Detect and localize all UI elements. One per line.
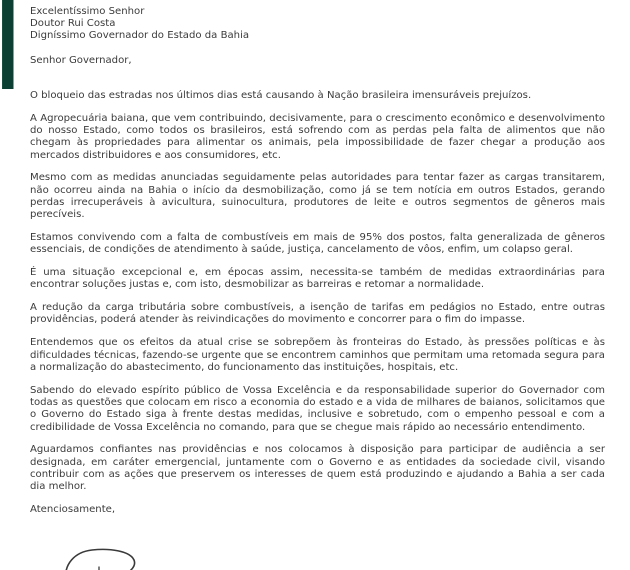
body-paragraph: O bloqueio das estradas nos últimos dias está causando à Nação brasileira imensuráveis prejuízos. bbox=[30, 89, 532, 101]
body-paragraph: Sabendo do elevado espírito público de Vossa Excelência e da responsabilidade superior do Governador com todas as questões que colocam em risco a economia do estado e a vida de milhares de baianos, solicitamos que o Governo do Estado siga à frente destas medidas, inclusive e sobretudo, com o empenho pessoal e com a credibilidade de Vossa Excelência no comando, para que se chegue mais rápido ao necessário entendimento. bbox=[30, 384, 605, 433]
addressee-line-2: Doutor Rui Costa bbox=[30, 18, 116, 30]
body-paragraphs bbox=[30, 90, 605, 494]
handwritten-signature bbox=[58, 545, 218, 570]
closing-line: Atenciosamente, bbox=[30, 504, 116, 516]
body-paragraph: Estamos convivendo com a falta de combustíveis em mais de 95% dos postos, falta generalizada de gêneros essenciais, de condições de atendimento à saúde, justiça, cancelamento de vôos, enfim, um colapso geral. bbox=[30, 231, 605, 256]
body-paragraph: A redução da carga tributária sobre combustíveis, a isenção de tarifas em pedágios no Estado, entre outras providências, poderá atender às reivindicações do movimento e concorrer para o fim do impasse. bbox=[30, 302, 605, 326]
salutation: Senhor Governador, bbox=[30, 54, 132, 66]
addressee-line-3: Digníssimo Governador do Estado da Bahia bbox=[30, 30, 250, 42]
body-paragraph: Mesmo com as medidas anunciadas seguidamente pelas autoridades para tentar fazer as cargas transitarem, não ocorreu ainda na Bahia o início da desmobilização, como já se tem notícia em outros Estados, gerando perdas irrecuperáveis à avicultura, suinocultura, produtores de leite e outros segmentos de gêneros mais perecíveis. bbox=[30, 172, 605, 221]
letter-content bbox=[30, 6, 605, 516]
body-paragraph: É uma situação excepcional e, em épocas assim, necessita-se também de medidas extraordinárias para encontrar soluções justas e, com isto, desmobilizar as barreiras e retomar a normalidade. bbox=[30, 267, 605, 291]
addressee-line-1: Excelentíssimo Senhor bbox=[30, 6, 145, 17]
body-paragraph: Aguardamos confiantes nas providências e nos colocamos à disposição para participar de audiência a ser designada, em caráter emergencial, juntamente com o Governo e as entidades da sociedade civil, visando contribuir com as ações que preservem os interesses de quem está produzindo e ajudando a Bahia a ser cada dia melhor. bbox=[30, 444, 605, 493]
addressee-block bbox=[30, 6, 605, 43]
body-paragraph: A Agropecuária baiana, que vem contribuindo, decisivamente, para o crescimento econômico e desenvolvimento do nosso Estado, como todos os brasileiros, está sofrendo com as perdas pela falta de alimentos que não chegam às propriedades para alimentar os animais, pela impossibilidade de fazer chegar a produção aos mercados distribuidores e aos consumidores, etc. bbox=[30, 112, 605, 161]
green-accent-bar bbox=[2, 0, 14, 89]
body-paragraph: Entendemos que os efeitos da atual crise se sobrepõem às fronteiras do Estado, às pressões políticas e às dificuldades técnicas, fazendo-se urgente que se encontrem caminhos que permitam uma retomada segura para a normalização do abastecimento, do funcionamento das instituições, hospitais, etc. bbox=[30, 337, 605, 373]
